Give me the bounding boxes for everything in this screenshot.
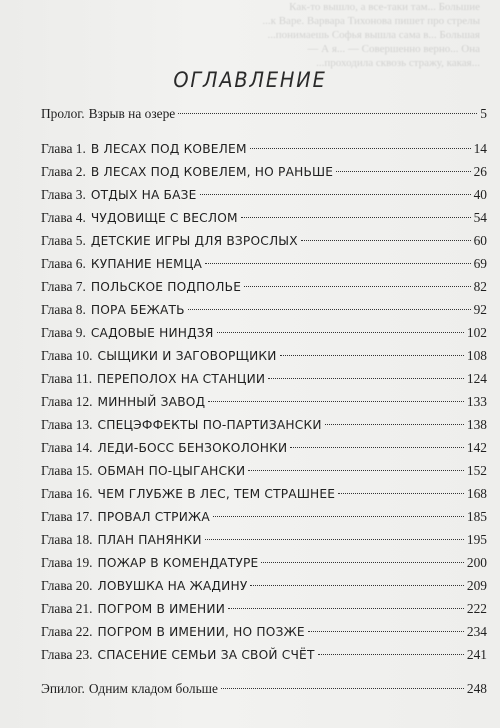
dot-leader: [205, 539, 464, 540]
bleed-line: ...проходила сквозь стражу, какая...: [316, 57, 480, 69]
entry-page-number: 133: [466, 394, 487, 409]
dot-leader: [318, 654, 464, 655]
entry-page-number: 108: [466, 348, 487, 363]
entry-title: СПАСЕНИЕ СЕМЬИ ЗА СВОЙ СЧЁТ: [97, 648, 315, 662]
toc-entry[interactable]: [41, 482, 487, 505]
entry-page-number: 209: [466, 578, 487, 593]
entry-title: ДЕТСКИЕ ИГРЫ ДЛЯ ВЗРОСЛЫХ: [90, 234, 298, 248]
entry-title: ЧУДОВИЩЕ С ВЕСЛОМ: [90, 211, 238, 225]
bleed-through-text: [40, 0, 480, 70]
entry-title: ПОГРОМ В ИМЕНИИ: [97, 602, 226, 616]
entry-prefix: Глава 7.: [41, 279, 86, 294]
dot-leader: [268, 378, 464, 379]
entry-prefix: Глава 5.: [41, 233, 86, 248]
entry-page-number: 60: [473, 233, 487, 248]
dot-leader: [290, 447, 464, 448]
entry-prefix: Глава 9.: [41, 325, 86, 340]
entry-title: ПРОВАЛ СТРИЖА: [97, 510, 210, 524]
entry-prefix: Глава 4.: [41, 210, 86, 225]
dot-leader: [213, 516, 464, 517]
entry-prefix: Глава 2.: [41, 164, 86, 179]
table-of-contents: [41, 102, 487, 700]
dot-leader: [336, 171, 470, 172]
toc-entry[interactable]: [41, 574, 487, 597]
entry-page-number: 248: [466, 681, 487, 696]
entry-page-number: 142: [466, 440, 487, 455]
entry-title: ЛОВУШКА НА ЖАДИНУ: [97, 579, 248, 593]
entry-title: ЧЕМ ГЛУБЖЕ В ЛЕС, ТЕМ СТРАШНЕЕ: [97, 487, 336, 501]
entry-prefix: Глава 6.: [41, 256, 86, 271]
entry-title: САДОВЫЕ НИНДЗЯ: [90, 326, 214, 340]
entry-title: ПЛАН ПАНЯНКИ: [97, 533, 202, 547]
dot-leader: [221, 688, 464, 689]
toc-entry[interactable]: [41, 459, 487, 482]
dot-leader: [301, 240, 471, 241]
toc-entry[interactable]: [41, 252, 487, 275]
entry-prefix: Глава 13.: [41, 417, 93, 432]
entry-prefix: Глава 15.: [41, 463, 93, 478]
entry-title: ПЕРЕПОЛОХ НА СТАНЦИИ: [97, 372, 266, 386]
entry-prefix: Глава 11.: [41, 371, 93, 386]
dot-leader: [188, 309, 471, 310]
entry-title: СЫЩИКИ И ЗАГОВОРЩИКИ: [97, 349, 277, 363]
bleed-line: ...понимаешь Софья вышла сама в... Большая: [267, 29, 480, 41]
toc-entry[interactable]: [41, 390, 487, 413]
toc-entry[interactable]: [41, 102, 487, 125]
entry-prefix: Глава 16.: [41, 486, 93, 501]
toc-entry[interactable]: [41, 528, 487, 551]
toc-entry[interactable]: [41, 183, 487, 206]
entry-prefix: Глава 17.: [41, 509, 93, 524]
dot-leader: [178, 113, 477, 114]
entry-page-number: 82: [473, 279, 487, 294]
entry-title: ЛЕДИ-БОСС БЕНЗОКОЛОНКИ: [97, 441, 288, 455]
toc-entry[interactable]: [41, 597, 487, 620]
entry-title: В ЛЕСАХ ПОД КОВЕЛЕМ: [90, 142, 247, 156]
entry-page-number: 124: [466, 371, 487, 386]
entry-prefix: Глава 20.: [41, 578, 93, 593]
entry-prefix: Глава 14.: [41, 440, 93, 455]
entry-page-number: 92: [473, 302, 487, 317]
entry-page-number: 200: [466, 555, 487, 570]
dot-leader: [228, 608, 464, 609]
entry-prefix: Эпилог.: [41, 681, 85, 696]
bleed-line: — А я... — Совершенно верно... Она: [307, 43, 480, 55]
toc-entry[interactable]: [41, 275, 487, 298]
entry-prefix: Глава 23.: [41, 647, 93, 662]
entry-page-number: 54: [473, 210, 487, 225]
toc-entry[interactable]: [41, 677, 487, 700]
entry-title: ПОГРОМ В ИМЕНИИ, НО ПОЗЖЕ: [97, 625, 305, 639]
entry-page-number: 69: [473, 256, 487, 271]
toc-entry[interactable]: [41, 620, 487, 643]
dot-leader: [208, 401, 464, 402]
toc-entry[interactable]: [41, 643, 487, 666]
dot-leader: [261, 562, 463, 563]
entry-page-number: 40: [473, 187, 487, 202]
entry-title: СПЕЦЭФФЕКТЫ ПО-ПАРТИЗАНСКИ: [97, 418, 322, 432]
entry-prefix: Глава 21.: [41, 601, 93, 616]
entry-title: КУПАНИЕ НЕМЦА: [90, 257, 203, 271]
toc-entry[interactable]: [41, 160, 487, 183]
dot-leader: [200, 194, 471, 195]
entry-prefix: Глава 1.: [41, 141, 86, 156]
dot-leader: [250, 585, 463, 586]
entry-title: Одним кладом больше: [88, 681, 218, 696]
toc-entry[interactable]: [41, 436, 487, 459]
dot-leader: [244, 286, 470, 287]
entry-page-number: 152: [466, 463, 487, 478]
entry-page-number: 102: [466, 325, 487, 340]
entry-page-number: 185: [466, 509, 487, 524]
toc-entry[interactable]: [41, 229, 487, 252]
entry-page-number: 138: [466, 417, 487, 432]
toc-entry[interactable]: [41, 344, 487, 367]
dot-leader: [325, 424, 464, 425]
bleed-line: Как-то вышло, а все-таки там... Большие: [289, 1, 480, 13]
entry-title: ОБМАН ПО-ЦЫГАНСКИ: [97, 464, 246, 478]
toc-entry[interactable]: [41, 551, 487, 574]
toc-entry[interactable]: [41, 321, 487, 344]
entry-prefix: Глава 8.: [41, 302, 86, 317]
dot-leader: [241, 217, 471, 218]
entry-prefix: Глава 10.: [41, 348, 93, 363]
entry-page-number: 222: [466, 601, 487, 616]
entry-prefix: Глава 12.: [41, 394, 93, 409]
entry-page-number: 14: [473, 141, 487, 156]
entry-page-number: 195: [466, 532, 487, 547]
dot-leader: [338, 493, 464, 494]
toc-entry[interactable]: [41, 367, 487, 390]
entry-prefix: Глава 18.: [41, 532, 93, 547]
entry-title: ОТДЫХ НА БАЗЕ: [90, 188, 197, 202]
dot-leader: [217, 332, 464, 333]
toc-heading: ОГЛАВЛЕНИЕ: [173, 68, 327, 92]
entry-title: ПОРА БЕЖАТЬ: [90, 303, 185, 317]
entry-page-number: 26: [473, 164, 487, 179]
toc-entry[interactable]: [41, 413, 487, 436]
entry-page-number: 241: [466, 647, 487, 662]
dot-leader: [205, 263, 471, 264]
entry-title: В ЛЕСАХ ПОД КОВЕЛЕМ, НО РАНЬШЕ: [90, 165, 334, 179]
entry-title: Взрыв на озере: [88, 106, 176, 121]
toc-entry[interactable]: [41, 505, 487, 528]
dot-leader: [308, 631, 464, 632]
entry-prefix: Пролог.: [41, 106, 85, 121]
dot-leader: [250, 148, 471, 149]
entry-prefix: Глава 3.: [41, 187, 86, 202]
bleed-line: ...к Варе. Варвара Тихонова пишет про стрелы: [262, 15, 480, 27]
toc-entry[interactable]: [41, 298, 487, 321]
toc-entry[interactable]: [41, 137, 487, 160]
entry-title: ПОЖАР В КОМЕНДАТУРЕ: [97, 556, 259, 570]
entry-page-number: 168: [466, 486, 487, 501]
entry-prefix: Глава 22.: [41, 624, 93, 639]
entry-prefix: Глава 19.: [41, 555, 93, 570]
dot-leader: [280, 355, 464, 356]
entry-page-number: 5: [480, 106, 487, 121]
entry-page-number: 234: [466, 624, 487, 639]
entry-title: МИННЫЙ ЗАВОД: [97, 395, 206, 409]
dot-leader: [248, 470, 464, 471]
entry-title: ПОЛЬСКОЕ ПОДПОЛЬЕ: [90, 280, 242, 294]
toc-entry[interactable]: [41, 206, 487, 229]
